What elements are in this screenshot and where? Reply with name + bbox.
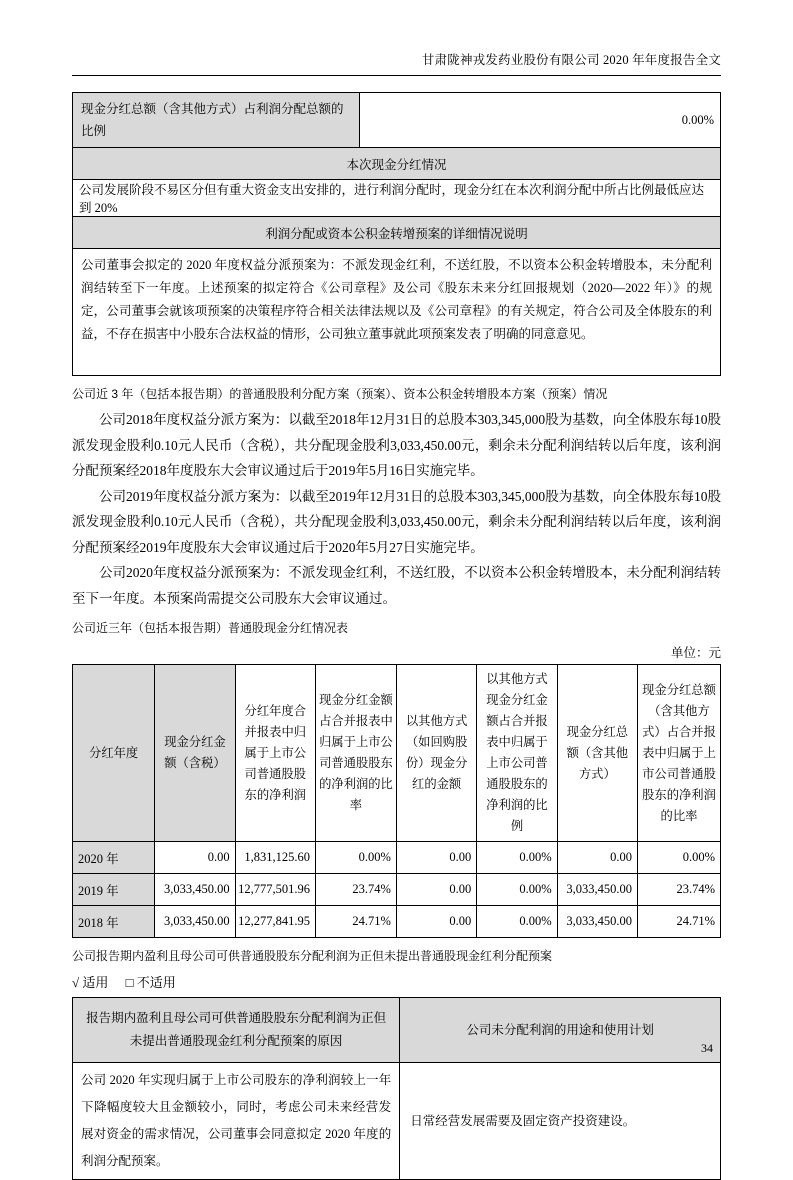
dividend-history-table: [72, 664, 721, 938]
year-cell: 2019 年: [73, 874, 155, 906]
value-cell: 0.00%: [477, 874, 557, 906]
value-cell: 23.74%: [637, 874, 720, 906]
section-title-cell: 利润分配或资本公积金转增预案的详细情况说明: [73, 217, 721, 249]
value-cell: 12,277,841.95: [235, 906, 315, 938]
ratio-label-cell: 现金分红总额（含其他方式）占利润分配总额的比例: [73, 93, 360, 148]
table-row: [73, 148, 721, 180]
value-cell: 24.71%: [637, 906, 720, 938]
value-cell: 0.00%: [477, 842, 557, 874]
no-dividend-heading: 公司报告期内盈利且母公司可供普通股股东分配利润为正但未提出普通股现金红利分配预案: [72, 949, 553, 963]
plan-paragraph-2020: 公司2020年度权益分派预案为：不派发现金红利，不送红股，不以资本公积金转增股本，未分配利润结转至下一年度。本预案尚需提交公司股东大会审议通过。: [72, 565, 721, 606]
year-cell: 2018 年: [73, 906, 155, 938]
column-header: 分红年度: [73, 665, 155, 842]
value-cell: 0.00: [155, 842, 235, 874]
column-header: 现金分红总额（含其他方式）占合并报表中归属于上市公司普通股股东的净利润的比率: [637, 665, 720, 842]
report-title: 甘肃陇神戎发药业股份有限公司 2020 年年度报告全文: [421, 53, 721, 67]
value-cell: 0.00: [396, 906, 476, 938]
value-cell: 0.00%: [637, 842, 720, 874]
board-plan-cell: 公司董事会拟定的 2020 年度权益分派预案为：不派发现金红利，不送红股，不以资本公积金转增股本，未分配利润结转至下一年度。上述预案的拟定符合《公司章程》及公司《股东未来分红回报规划（2020—2022 年）》的规定，公司董事会就该项预案的决策程序符合相关法律法规以及《公司章程》的有关规定，符合公司及全体股东的利益，不存在损害中小股东合法权益的情形，公司独立董事就此项预案发表了明确的同意意见。: [73, 249, 721, 376]
plan-paragraph-2018: 公司2018年度权益分派方案为：以截至2018年12月31日的总股本303,345,000股为基数，向全体股东每10股派发现金股利0.10元人民币（含税），共分配现金股利3,033,450.00元，剩余未分配利润结转以后年度，该利润分配预案经2018年度股东大会审议通过后于2019年5月16日实施完毕。: [72, 412, 721, 478]
plan-paragraph-2019: 公司2019年度权益分派方案为：以截至2019年12月31日的总股本303,345,000股为基数，向全体股东每10股派发现金股利0.10元人民币（含税），共分配现金股利3,033,450.00元，剩余未分配利润结转以后年度，该利润分配预案经2019年度股东大会审议通过后于2020年5月27日实施完毕。: [72, 488, 721, 555]
value-cell: 1,831,125.60: [235, 842, 315, 874]
column-header: 现金分红金额（含税）: [155, 665, 235, 842]
three-year-plan-heading: 公司近 3 年（包括本报告期）的普通股股利分配方案（预案）、资本公积金转增股本方案（预案）情况: [72, 387, 608, 401]
reason-header-cell: 报告期内盈利且母公司可供普通股股东分配利润为正但未提出普通股现金红利分配预案的原因: [73, 998, 400, 1063]
value-cell: 0.00: [396, 842, 476, 874]
value-cell: 3,033,450.00: [155, 906, 235, 938]
table-header-row: [73, 998, 721, 1063]
value-cell: 12,777,501.96: [235, 874, 315, 906]
page-number: 34: [701, 1041, 713, 1055]
column-header: 现金分红总额（含其他方式）: [557, 665, 637, 842]
value-cell: 0.00%: [315, 842, 396, 874]
column-header: 以其他方式现金分红金额占合并报表中归属于上市公司普通股股东的净利润的比例: [477, 665, 557, 842]
reason-text-cell: 公司 2020 年实现归属于上市公司股东的净利润较上一年下降幅度较大且金额较小，同时，考虑公司未来经营发展对资金的需求情况，公司董事会同意拟定 2020 年度的利润分配预案。: [73, 1063, 400, 1180]
value-cell: 0.00: [557, 842, 637, 874]
value-cell: 23.74%: [315, 874, 396, 906]
applicability-line: [72, 972, 721, 991]
value-cell: 0.00: [396, 874, 476, 906]
unit-label: 单位：元: [670, 646, 721, 660]
table-row-2019: [73, 874, 721, 906]
running-header: [72, 50, 721, 76]
table-row: [73, 180, 721, 217]
table-row: [73, 93, 721, 148]
cash-dividend-summary-table: [72, 92, 721, 376]
development-stage-cell: 公司发展阶段不易区分但有重大资金支出安排的，进行利润分配时，现金分红在本次利润分配中所占比例最低应达到 20%: [73, 180, 721, 217]
year-cell: 2020 年: [73, 842, 155, 874]
table-row: [73, 217, 721, 249]
value-cell: 24.71%: [315, 906, 396, 938]
section-title-cell: 本次现金分红情况: [73, 148, 721, 180]
column-header: 分红年度合并报表中归属于上市公司普通股股东的净利润: [235, 665, 315, 842]
not-applicable-checkbox: □ 不适用: [125, 975, 176, 990]
table-row-2020: [73, 842, 721, 874]
usage-text-cell: 日常经营发展需要及固定资产投资建设。: [400, 1063, 721, 1180]
no-dividend-reason-table: [72, 997, 721, 1180]
value-cell: 3,033,450.00: [557, 874, 637, 906]
column-header: 以其他方式（如回购股份）现金分红的金额: [396, 665, 476, 842]
table-row-2018: [73, 906, 721, 938]
applicable-checkbox: √ 适用: [72, 975, 109, 990]
value-cell: 3,033,450.00: [557, 906, 637, 938]
dividend-table-caption: 公司近三年（包括本报告期）普通股现金分红情况表: [72, 621, 349, 635]
column-header: 现金分红金额占合并报表中归属于上市公司普通股股东的净利润的比率: [315, 665, 396, 842]
report-page: [72, 50, 721, 1180]
ratio-value-cell: 0.00%: [360, 93, 721, 148]
value-cell: 3,033,450.00: [155, 874, 235, 906]
table-header-row: [73, 665, 721, 842]
value-cell: 0.00%: [477, 906, 557, 938]
table-row: [73, 249, 721, 376]
table-row: [73, 1063, 721, 1180]
usage-header-cell: 公司未分配利润的用途和使用计划: [400, 998, 721, 1063]
